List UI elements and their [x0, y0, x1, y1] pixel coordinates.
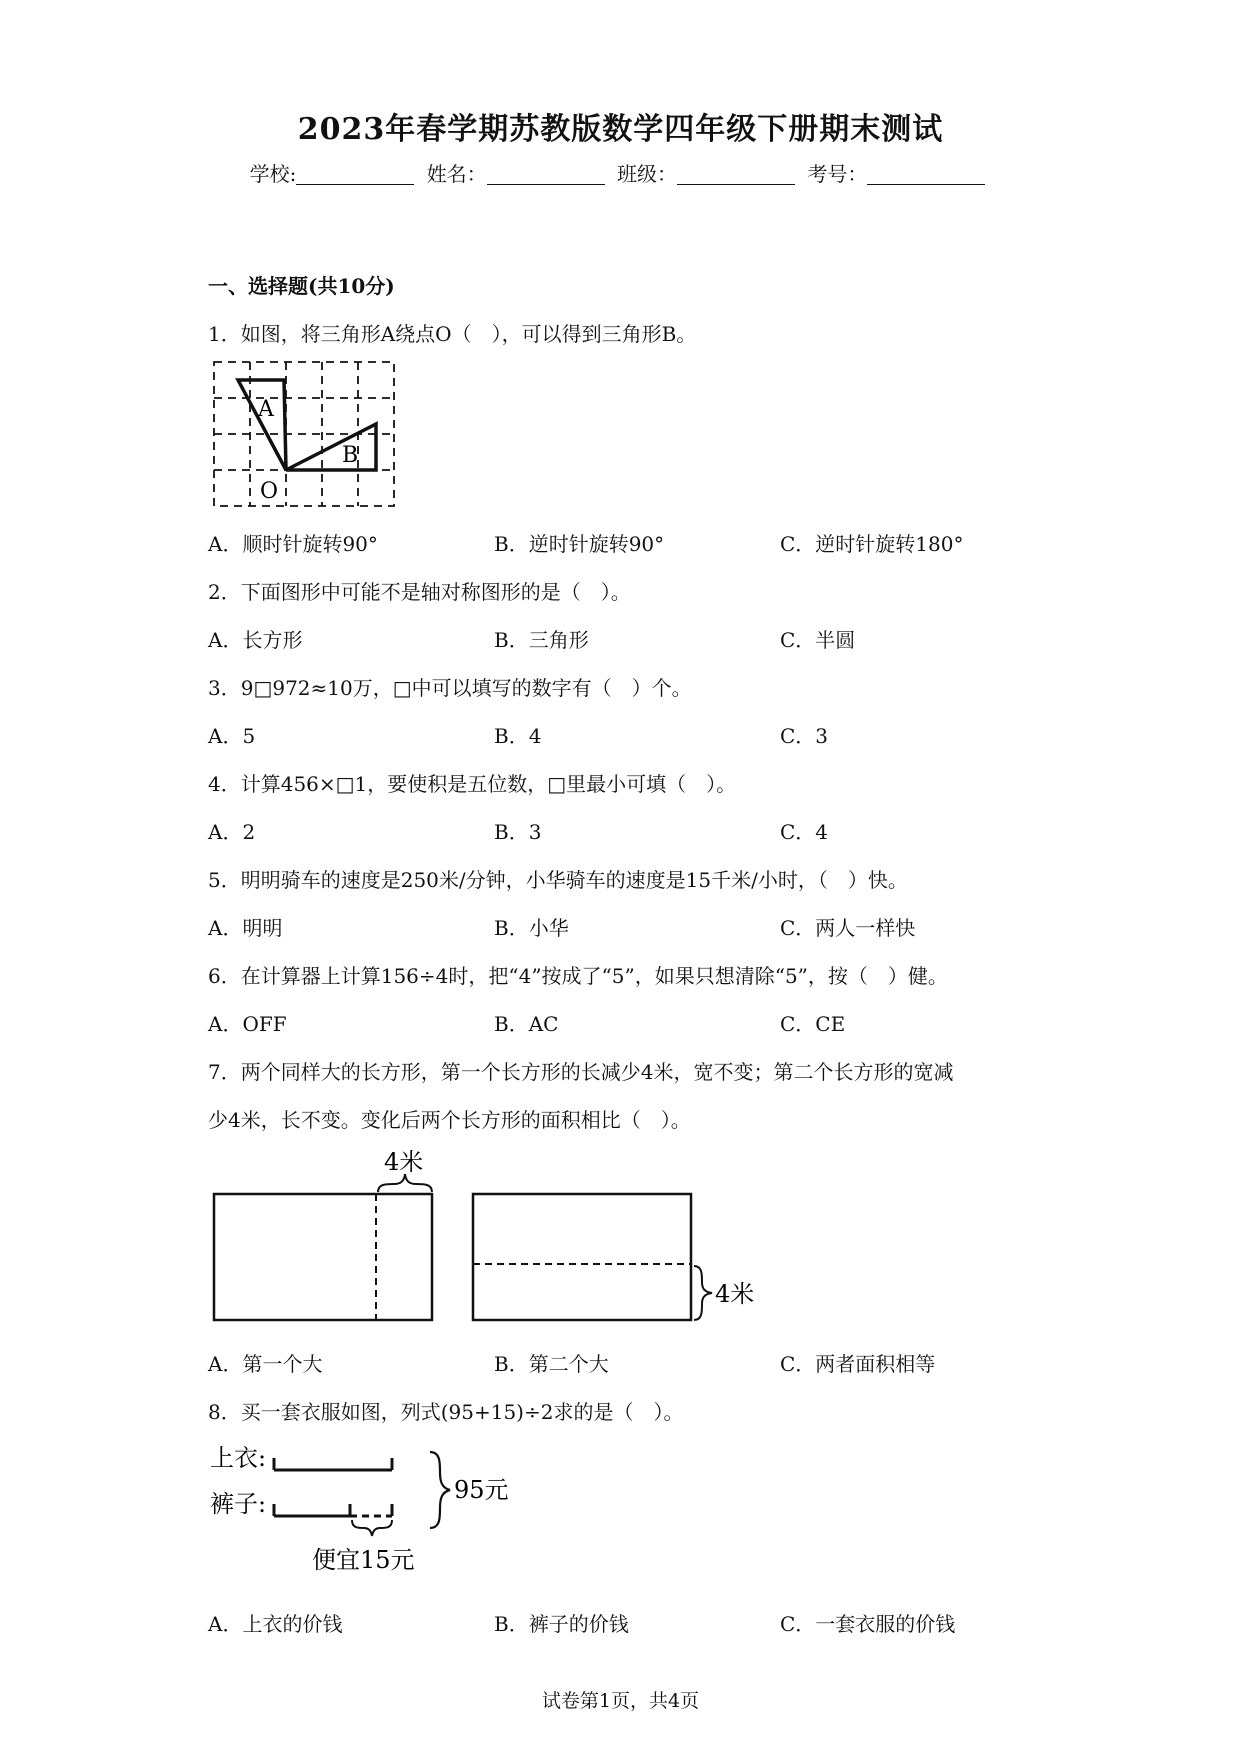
triangle-b [286, 424, 376, 470]
section-heading: 一、选择题(共10分) [208, 274, 395, 298]
school-blank[interactable] [296, 164, 414, 185]
q8-option-c[interactable]: C．一套衣服的价钱 [780, 1612, 956, 1636]
class-blank[interactable] [677, 164, 795, 185]
label-total: 95元 [454, 1476, 509, 1504]
side-brace [694, 1266, 712, 1320]
question-2: 2．下面图形中可能不是轴对称图形的是（ ）。 [208, 580, 631, 604]
difference-brace [352, 1520, 392, 1536]
label-pants: 裤子: [210, 1490, 267, 1518]
q5-option-c[interactable]: C．两人一样快 [780, 916, 916, 940]
name-label: 姓名： [426, 162, 487, 186]
q6-option-c[interactable]: C．CE [780, 1012, 846, 1036]
q4-option-a[interactable]: A．2 [208, 820, 256, 844]
triangle-a [238, 380, 286, 470]
page-title: 2023年春学期苏教版数学四年级下册期末测试 [297, 112, 944, 147]
pants-price-bar [274, 1504, 392, 1516]
q5-option-a[interactable]: A．明明 [208, 916, 283, 940]
q1-option-a[interactable]: A．顺时针旋转90° [208, 532, 378, 556]
question-7-line-1: 7．两个同样大的长方形，第一个长方形的长减少4米，宽不变；第二个长方形的宽减 [208, 1060, 954, 1084]
label-4m-top: 4米 [384, 1150, 424, 1176]
q2-option-c[interactable]: C．半圆 [780, 628, 856, 652]
top-price-bar [274, 1458, 392, 1470]
q3-option-a[interactable]: A．5 [208, 724, 256, 748]
label-b: B [342, 443, 359, 468]
question-1: 1．如图，将三角形A绕点O（ ），可以得到三角形B。 [208, 322, 697, 346]
q2-option-a[interactable]: A．长方形 [208, 628, 303, 652]
q7-option-b[interactable]: B．第二个大 [494, 1352, 609, 1376]
q2-option-b[interactable]: B．三角形 [494, 628, 589, 652]
q8-option-a[interactable]: A．上衣的价钱 [208, 1612, 343, 1636]
name-blank[interactable] [487, 164, 605, 185]
rectangles-figure [208, 1150, 768, 1332]
q6-option-a[interactable]: A．OFF [208, 1012, 287, 1036]
class-label: 班级： [617, 162, 678, 186]
rotation-figure [208, 358, 400, 516]
exam-number-label: 考号： [807, 162, 868, 186]
question-4: 4．计算456×□1，要使积是五位数，□里最小可填（ ）。 [208, 772, 737, 796]
label-cheaper: 便宜15元 [312, 1546, 415, 1574]
rectangle-two [473, 1194, 691, 1320]
question-6: 6．在计算器上计算156÷4时，把“4”按成了“5”，如果只想清除“5”，按（ ）健。 [208, 964, 948, 988]
label-a: A [258, 397, 274, 422]
q3-option-c[interactable]: C．3 [780, 724, 829, 748]
question-5: 5．明明骑车的速度是250米/分钟，小华骑车的速度是15千米/小时，（ ）快。 [208, 868, 908, 892]
q5-option-b[interactable]: B．小华 [494, 916, 569, 940]
q7-option-a[interactable]: A．第一个大 [208, 1352, 323, 1376]
question-3: 3．9□972≈10万，□中可以填写的数字有（ ）个。 [208, 676, 692, 700]
page-footer: 试卷第1页，共4页 [541, 1690, 700, 1712]
q3-option-b[interactable]: B．4 [494, 724, 542, 748]
school-label: 学校: [249, 162, 297, 186]
q6-option-b[interactable]: B．AC [494, 1012, 559, 1036]
question-7-line-2: 少4米，长不变。变化后两个长方形的面积相比（ ）。 [208, 1108, 691, 1132]
label-o: O [260, 479, 279, 504]
clothes-price-figure [208, 1436, 528, 1576]
q1-option-b[interactable]: B．逆时针旋转90° [494, 532, 665, 556]
student-info-line [0, 158, 1241, 187]
q8-option-b[interactable]: B．裤子的价钱 [494, 1612, 629, 1636]
q1-option-c[interactable]: C．逆时针旋转180° [780, 532, 964, 556]
label-top: 上衣: [210, 1444, 267, 1472]
q4-option-c[interactable]: C．4 [780, 820, 829, 844]
question-8: 8．买一套衣服如图，列式(95+15)÷2求的是（ ）。 [208, 1400, 684, 1424]
top-brace [378, 1174, 432, 1192]
total-brace [430, 1452, 450, 1528]
exam-number-blank[interactable] [867, 164, 985, 185]
q4-option-b[interactable]: B．3 [494, 820, 542, 844]
q7-option-c[interactable]: C．两者面积相等 [780, 1352, 936, 1376]
rectangle-one [214, 1194, 432, 1320]
label-4m-side: 4米 [715, 1280, 755, 1308]
